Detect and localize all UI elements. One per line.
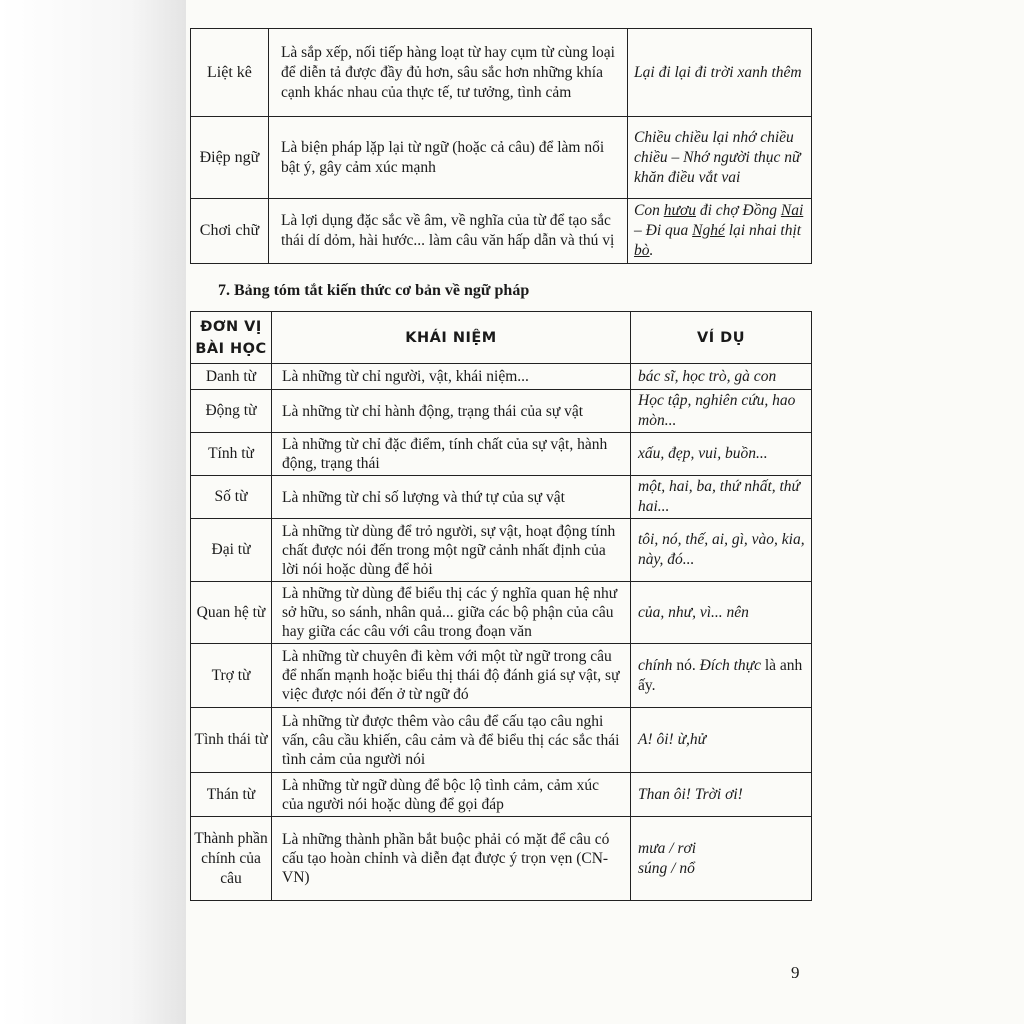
table-row	[191, 582, 812, 644]
example-cell: Than ôi! Trời ơi!	[631, 773, 812, 817]
example-cell: Chiều chiều lại nhớ chiều chiều – Nhớ người thục nữ khăn điều vắt vai	[628, 117, 812, 199]
section-heading: 7. Bảng tóm tắt kiến thức cơ bản về ngữ pháp	[218, 282, 530, 299]
table-row	[191, 29, 812, 117]
grammar-summary-table	[190, 311, 812, 901]
table-row	[191, 433, 812, 476]
example-cell: Học tập, nghiên cứu, hao mòn...	[631, 390, 812, 433]
table-row	[191, 364, 812, 390]
unit-cell: Thành phần chính của câu	[191, 817, 272, 901]
header-example: VÍ DỤ	[631, 312, 812, 364]
table-row	[191, 708, 812, 773]
unit-cell: Tính từ	[191, 433, 272, 476]
table-row	[191, 476, 812, 519]
table-row	[191, 199, 812, 264]
unit-cell: Thán từ	[191, 773, 272, 817]
table-row	[191, 817, 812, 901]
concept-cell: Là những từ chuyên đi kèm với một từ ngữ trong câu để nhấn mạnh hoặc biểu thị thái độ đánh giá sự vật, sự việc được nói đến ở từ ngữ đó	[272, 644, 631, 708]
concept-cell: Là những từ chỉ số lượng và thứ tự của sự vật	[272, 476, 631, 519]
example-cell: Lại đi lại đi trời xanh thêm	[628, 29, 812, 117]
example-cell: của, như, vì... nên	[631, 582, 812, 644]
page-gutter	[0, 0, 186, 1024]
concept-cell: Là những từ chỉ đặc điểm, tính chất của sự vật, hành động, trạng thái	[272, 433, 631, 476]
concept-cell: Là những từ được thêm vào câu để cấu tạo câu nghi vấn, câu cầu khiến, câu cảm và để biểu thị các sắc thái tình cảm của người nói	[272, 708, 631, 773]
term-cell: Liệt kê	[191, 29, 269, 117]
table-row	[191, 644, 812, 708]
example-cell: chính nó. Đích thực là anh ấy.	[631, 644, 812, 708]
concept-cell: Là những từ dùng để biểu thị các ý nghĩa quan hệ như sở hữu, so sánh, nhân quả... giữa các bộ phận của câu hay giữa các câu với câu trong đoạn văn	[272, 582, 631, 644]
rhetorical-devices-table	[190, 28, 812, 264]
table-row	[191, 390, 812, 433]
example-cell: A! ôi! ừ,hử	[631, 708, 812, 773]
concept-cell: Là những từ ngữ dùng để bộc lộ tình cảm, cảm xúc của người nói hoặc dùng để gọi đáp	[272, 773, 631, 817]
example-cell: bác sĩ, học trò, gà con	[631, 364, 812, 390]
example-cell: một, hai, ba, thứ nhất, thứ hai...	[631, 476, 812, 519]
concept-cell: Là những từ dùng để trỏ người, sự vật, hoạt động tính chất được nói đến trong một ngữ cảnh nhất định của lời nói hoặc dùng để hỏi	[272, 519, 631, 582]
table-header-row	[191, 312, 812, 364]
example-cell: tôi, nó, thế, ai, gì, vào, kia, này, đó...	[631, 519, 812, 582]
definition-cell: Là sắp xếp, nối tiếp hàng loạt từ hay cụm từ cùng loại để diễn tả được đầy đủ hơn, sâu sắc hơn những khía cạnh khác nhau của thực tế, tư tưởng, tình cảm	[268, 29, 627, 117]
unit-cell: Số từ	[191, 476, 272, 519]
term-cell: Chơi chữ	[191, 199, 269, 264]
table-row	[191, 117, 812, 199]
example-cell: Con hươu đi chợ Đồng Nai – Đi qua Nghé lại nhai thịt bò.	[628, 199, 812, 264]
header-unit: ĐƠN VỊ BÀI HỌC	[191, 312, 272, 364]
unit-cell: Quan hệ từ	[191, 582, 272, 644]
table-row	[191, 519, 812, 582]
definition-cell: Là lợi dụng đặc sắc về âm, về nghĩa của từ để tạo sắc thái dí dỏm, hài hước... làm câu văn hấp dẫn và thú vị	[268, 199, 627, 264]
unit-cell: Đại từ	[191, 519, 272, 582]
definition-cell: Là biện pháp lặp lại từ ngữ (hoặc cả câu) để làm nổi bật ý, gây cảm xúc mạnh	[268, 117, 627, 199]
unit-cell: Trợ từ	[191, 644, 272, 708]
header-concept: KHÁI NIỆM	[272, 312, 631, 364]
unit-cell: Động từ	[191, 390, 272, 433]
concept-cell: Là những từ chỉ hành động, trạng thái của sự vật	[272, 390, 631, 433]
unit-cell: Danh từ	[191, 364, 272, 390]
example-cell: xấu, đẹp, vui, buồn...	[631, 433, 812, 476]
example-cell: mưa / rơi súng / nổ	[631, 817, 812, 901]
table-row	[191, 773, 812, 817]
concept-cell: Là những từ chỉ người, vật, khái niệm...	[272, 364, 631, 390]
unit-cell: Tình thái từ	[191, 708, 272, 773]
term-cell: Điệp ngữ	[191, 117, 269, 199]
concept-cell: Là những thành phần bắt buộc phải có mặt để câu có cấu tạo hoàn chỉnh và diễn đạt được ý trọn vẹn (CN-VN)	[272, 817, 631, 901]
page-number: 9	[791, 963, 800, 982]
